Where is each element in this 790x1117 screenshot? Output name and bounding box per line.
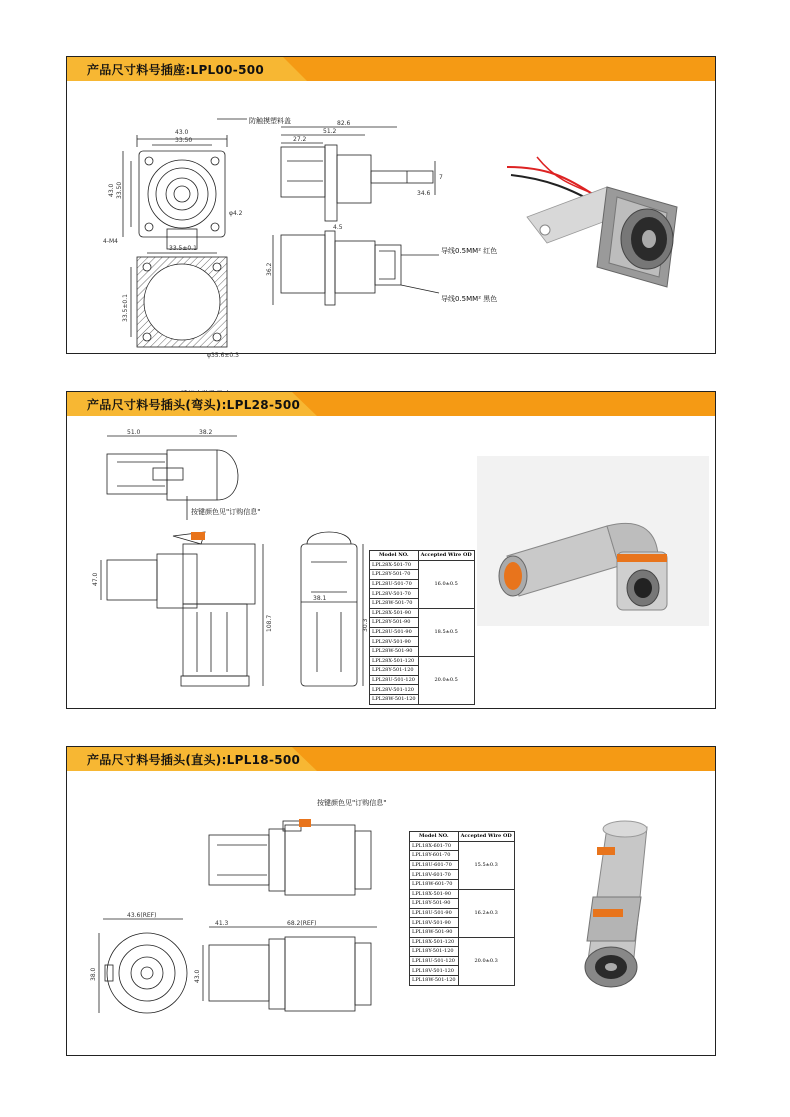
dim-mount-spacing-v: 33.5±0.1 [122,294,129,322]
section-header [67,57,715,81]
dim-side-height: 36.2 [266,262,273,276]
table-row: LPL18Y-601-70 [410,851,515,861]
dim-body-length: 51.0 [127,429,141,436]
spec-table-lpl18 [409,831,515,986]
table-row: LPL18Y-501-90 [410,899,515,909]
table-row: LPL18W-501-120 [410,975,515,985]
dim-side-height: 30.3 [362,618,369,632]
section-header [67,747,715,771]
section-plug-lpl18 [66,746,716,1056]
table-row: LPL28U-501-120 [370,675,475,685]
dim-side-height: 43.0 [194,969,201,983]
dim-front-length: 41.3 [215,920,229,927]
wire-red-label: 导线0.5MM² 红色 [441,247,498,255]
table-row: LPL18U-501-120 [410,956,515,966]
dim-overall-length: 68.2(REF) [287,920,317,927]
dim-overall-length: 82.6 [337,120,351,127]
table-row: LPL28X-501-120 20.0±0.5 [370,656,475,666]
dim-diameter-ref: 43.6(REF) [127,912,157,919]
dim-height: 43.0 [108,183,115,197]
spec-table-lpl28 [369,550,475,705]
dim-wire-gap: 7 [439,174,443,181]
dim-hole-diameter: φ4.2 [229,210,243,217]
section-socket-lpl00 [66,56,716,359]
straight-plug-drawings [87,795,407,1045]
wire-od-cell: 16.2±0.3 [458,889,514,937]
socket-product-photo [487,127,707,297]
section-title: 产品尺寸料号插头(弯头):LPL28-500 [87,398,301,412]
dim-mount-bore: φ35.6±0.3 [207,352,239,359]
dim-overall-height: 108.7 [266,614,273,632]
anti-touch-cover-label: 防触摸塑料盖 [249,117,291,125]
angled-plug-button-color-mark [191,532,205,540]
dim-front-length: 27.2 [293,136,307,143]
table-row: LPL18U-501-90 [410,908,515,918]
section-title: 产品尺寸料号插座:LPL00-500 [87,63,265,77]
dim-flange: 4.5 [333,224,343,231]
col-wire-od: Accepted Wire OD [458,832,514,842]
mount-screws-label: 4-M4 [103,238,118,245]
table-row: LPL28W-501-90 [370,646,475,656]
table-row: LPL18V-601-70 [410,870,515,880]
wire-od-cell: 15.5±0.3 [458,841,514,889]
dim-diameter: 38.1 [313,595,327,602]
straight-plug-button-color-mark [299,819,311,827]
table-row: LPL28Y-501-120 [370,666,475,676]
angled-plug-product-photo [477,456,709,626]
col-model: Model NO. [370,551,419,561]
table-row: LPL28Y-501-70 [370,570,475,580]
table-header-row [370,551,475,561]
table-row: LPL28U-501-90 [370,627,475,637]
table-row: LPL28V-501-90 [370,637,475,647]
table-row: LPL28W-501-70 [370,598,475,608]
table-row: LPL18W-601-70 [410,879,515,889]
col-wire-od: Accepted Wire OD [418,551,474,561]
table-row: LPL18X-601-70 15.5±0.3 [410,841,515,851]
table-row: LPL18X-501-90 16.2±0.3 [410,889,515,899]
table-row: LPL18W-501-90 [410,927,515,937]
table-row: LPL28V-501-70 [370,589,475,599]
table-row: LPL28Y-501-90 [370,618,475,628]
table-row: LPL18V-501-90 [410,918,515,928]
table-row: LPL28X-501-70 16.0±0.5 [370,560,475,570]
button-color-note: 按键颜色见"订购信息" [317,799,387,807]
dim-head-height: 47.0 [92,572,99,586]
table-row: LPL28U-501-70 [370,579,475,589]
dim-body-length: 51.2 [323,128,337,135]
wire-od-cell: 20.0±0.3 [458,937,514,985]
dim-mount-spacing-h: 33.5±0.1 [169,245,197,252]
socket-side-view-drawing [266,120,498,321]
table-row: LPL18X-501-120 20.0±0.3 [410,937,515,947]
wire-od-cell: 18.5±0.5 [418,608,474,656]
table-row: LPL28V-501-120 [370,685,475,695]
table-header-row [410,832,515,842]
dim-body-height: 34.6 [417,190,431,197]
wire-black-label: 导线0.5MM² 黑色 [441,295,498,303]
table-row: LPL18V-501-120 [410,966,515,976]
col-model: Model NO. [410,832,459,842]
dim-width: 43.0 [175,129,189,136]
wire-od-cell: 20.0±0.5 [418,656,474,704]
angled-plug-drawings [87,429,369,702]
table-row: LPL28X-501-90 18.5±0.5 [370,608,475,618]
table-row: LPL18Y-501-120 [410,947,515,957]
straight-plug-product-photo [537,817,707,997]
dim-hole-spacing: 33.50 [175,137,193,144]
button-color-note: 按键颜色见"订购信息" [191,508,261,516]
dim-front-height: 38.0 [90,967,97,981]
section-plug-lpl28 [66,391,716,709]
dim-head-length: 38.2 [199,429,213,436]
wire-od-cell: 16.0±0.5 [418,560,474,608]
table-row: LPL18U-601-70 [410,860,515,870]
section-title: 产品尺寸料号插头(直头):LPL18-500 [87,753,301,767]
table-row: LPL28W-501-120 [370,694,475,704]
section-header [67,392,715,416]
dim-hole-spacing-v: 33.50 [116,181,123,199]
